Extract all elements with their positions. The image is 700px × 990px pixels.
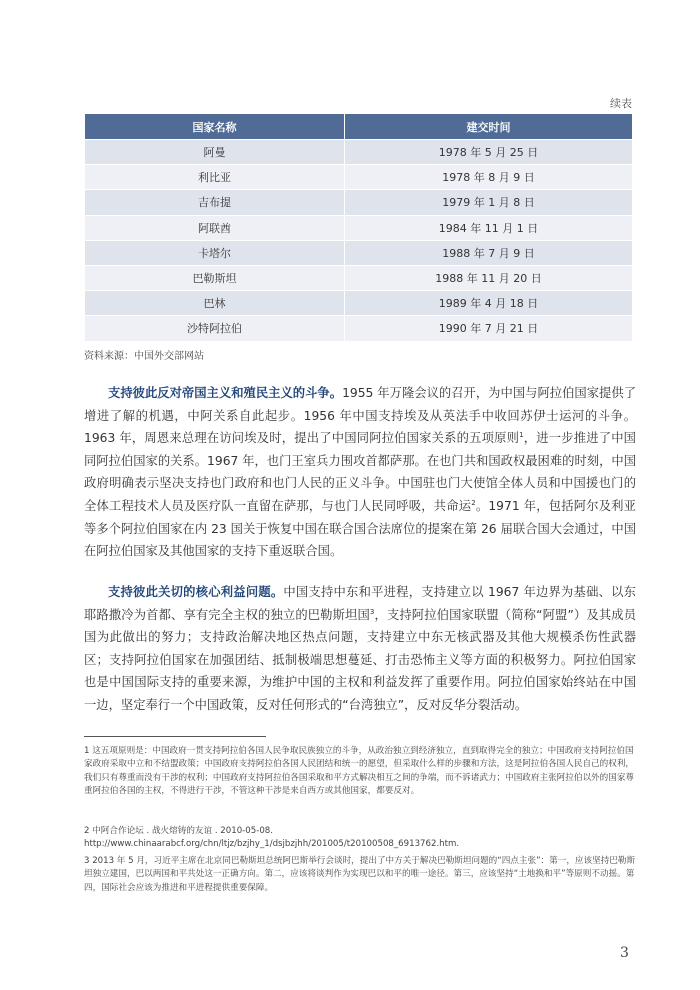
paragraph-lead-heading: 支持彼此反对帝国主义和殖民主义的斗争。 xyxy=(108,386,343,400)
footnote-2 xyxy=(84,825,639,852)
table-row xyxy=(85,240,633,265)
body-paragraph-anti-imperialism xyxy=(84,382,636,563)
footnote-3: 3 2013 年 5 月，习近平主席在北京同巴勒斯坦总统阿巴斯举行会谈时，提出了中方关于解决巴勒斯坦问题的“四点主张”：第一，应该坚持巴勒斯坦独立建国，巴以两国和平共处这一正确方向。第二，应该将谈判作为实现巴以和平的唯一途径。第三，应该坚持“土地换和平”等原则不动摇。第四，国际社会应该为推进和平进程提供重要保障。 xyxy=(84,856,636,893)
footnote-2-citation: 2 中阿合作论坛 . 战火熔铸的友谊 . 2010-05-08. xyxy=(84,826,273,836)
date-cell: 1990 年 7 月 21 日 xyxy=(345,316,633,341)
table-header-row xyxy=(85,114,633,140)
date-cell: 1978 年 5 月 25 日 xyxy=(345,140,633,165)
date-cell: 1988 年 11 月 20 日 xyxy=(345,265,633,290)
date-cell: 1984 年 11 月 1 日 xyxy=(345,215,633,240)
paragraph-text: ，进一步推进了中国同阿拉伯国家的关系。1967 年，也门王室兵力围攻首都萨那。在也门共和国政权最困难的时刻，中国政府明确表示坚决支持也门政府和也门人民的正义斗争。中国驻也门大使馆全体人员和中国援也门的全体工程技术人员及医疗队一直留在萨那，与也门人民同呼吸，共命运 xyxy=(84,431,636,513)
paragraph-text: 1955 年万隆会议的召开，为中国与阿拉伯国家提供了增进了解的机遇，中阿关系自此起步。1956 年中国支持埃及从英法手中收回苏伊士运河的斗争。1963 年，周恩来总理在访问埃及时，提出了中国同阿拉伯国家关系的五项原则 xyxy=(84,386,636,446)
paragraph-text: 中国支持中东和平进程，支持建立以 1967 年边界为基础、以东耶路撒冷为首都、享有完全主权的独立的巴勒斯坦国 xyxy=(84,585,636,622)
continued-label: 续表 xyxy=(610,97,632,110)
country-cell: 卡塔尔 xyxy=(85,240,345,265)
date-cell: 1978 年 8 月 9 日 xyxy=(345,165,633,190)
table-source-note: 资料来源：中国外交部网站 xyxy=(84,351,204,362)
table-row xyxy=(85,291,633,316)
column-header-country: 国家名称 xyxy=(85,114,345,140)
page-number: 3 xyxy=(620,945,629,961)
table-row xyxy=(85,215,633,240)
paragraph-text: 。1971 年，包括阿尔及利亚等多个阿拉伯国家在内 23 国关于恢复中国在联合国合法席位的提案在第 26 届联合国大会通过，中国在阿拉伯国家及其他国家的支持下重返联合国。 xyxy=(84,498,636,559)
country-cell: 利比亚 xyxy=(85,165,345,190)
footnote-ref-1[interactable]: 1 xyxy=(519,431,524,440)
country-cell: 阿曼 xyxy=(85,140,345,165)
date-cell: 1988 年 7 月 9 日 xyxy=(345,240,633,265)
column-header-date: 建交时间 xyxy=(345,114,633,140)
country-cell: 阿联酋 xyxy=(85,215,345,240)
footnote-divider xyxy=(84,736,266,737)
footnote-1: 1 这五项原则是：中国政府一贯支持阿拉伯各国人民争取民族独立的斗争，从政治独立到经济独立，直到取得完全的独立；中国政府支持阿拉伯国家政府采取中立和不结盟政策；中国政府支持阿拉伯各国人民团结和统一的愿望，但采取什么样的步骤和方法，这是阿拉伯各国人民自己的权利，我们只有尊重而没有干涉的权利；中国政府支持阿拉伯各国采取和平方式解决相互之间的争端，而不诉诸武力；中国政府主张阿拉伯以外的国家尊重阿拉伯各国的主权，不得进行干涉，不管这种干涉是来自西方或其他国家，都要反对。 xyxy=(84,746,635,797)
table-row xyxy=(85,316,633,341)
body-paragraph-core-interests xyxy=(84,581,636,717)
paragraph-text: ，支持阿拉伯国家联盟（简称“阿盟”）及其成员国为此做出的努力；支持政治解决地区热点问题，支持建立中东无核武器及其他大规模杀伤性武器区；支持阿拉伯国家在加强团结、抵制极端思想蔓延、打击恐怖主义等方面的积极努力。阿拉伯国家也是中国国际支持的重要来源，为维护中国的主权和利益发挥了重要作用。阿拉伯国家始终站在中国一边，坚定奉行一个中国政策，反对任何形式的“台湾独立”，反对反华分裂活动。 xyxy=(84,607,636,712)
date-cell: 1979 年 1 月 8 日 xyxy=(345,190,633,215)
country-cell: 沙特阿拉伯 xyxy=(85,316,345,341)
date-cell: 1989 年 4 月 18 日 xyxy=(345,291,633,316)
country-cell: 巴林 xyxy=(85,291,345,316)
table-row xyxy=(85,190,633,215)
table-row xyxy=(85,265,633,290)
footnote-2-url-link[interactable]: http://www.chinaarabcf.org/chn/ltjz/bzjhy_1/dsjbzjhh/201005/t20100508_6913762.htm. xyxy=(84,839,460,850)
country-cell: 吉布提 xyxy=(85,190,345,215)
table-row xyxy=(85,165,633,190)
country-cell: 巴勒斯坦 xyxy=(85,265,345,290)
footnote-ref-3[interactable]: 3 xyxy=(369,607,375,616)
table-row xyxy=(85,140,633,165)
diplomatic-relations-table xyxy=(84,113,633,342)
footnote-ref-2[interactable]: 2 xyxy=(471,498,476,507)
paragraph-lead-heading: 支持彼此关切的核心利益问题。 xyxy=(108,585,284,599)
